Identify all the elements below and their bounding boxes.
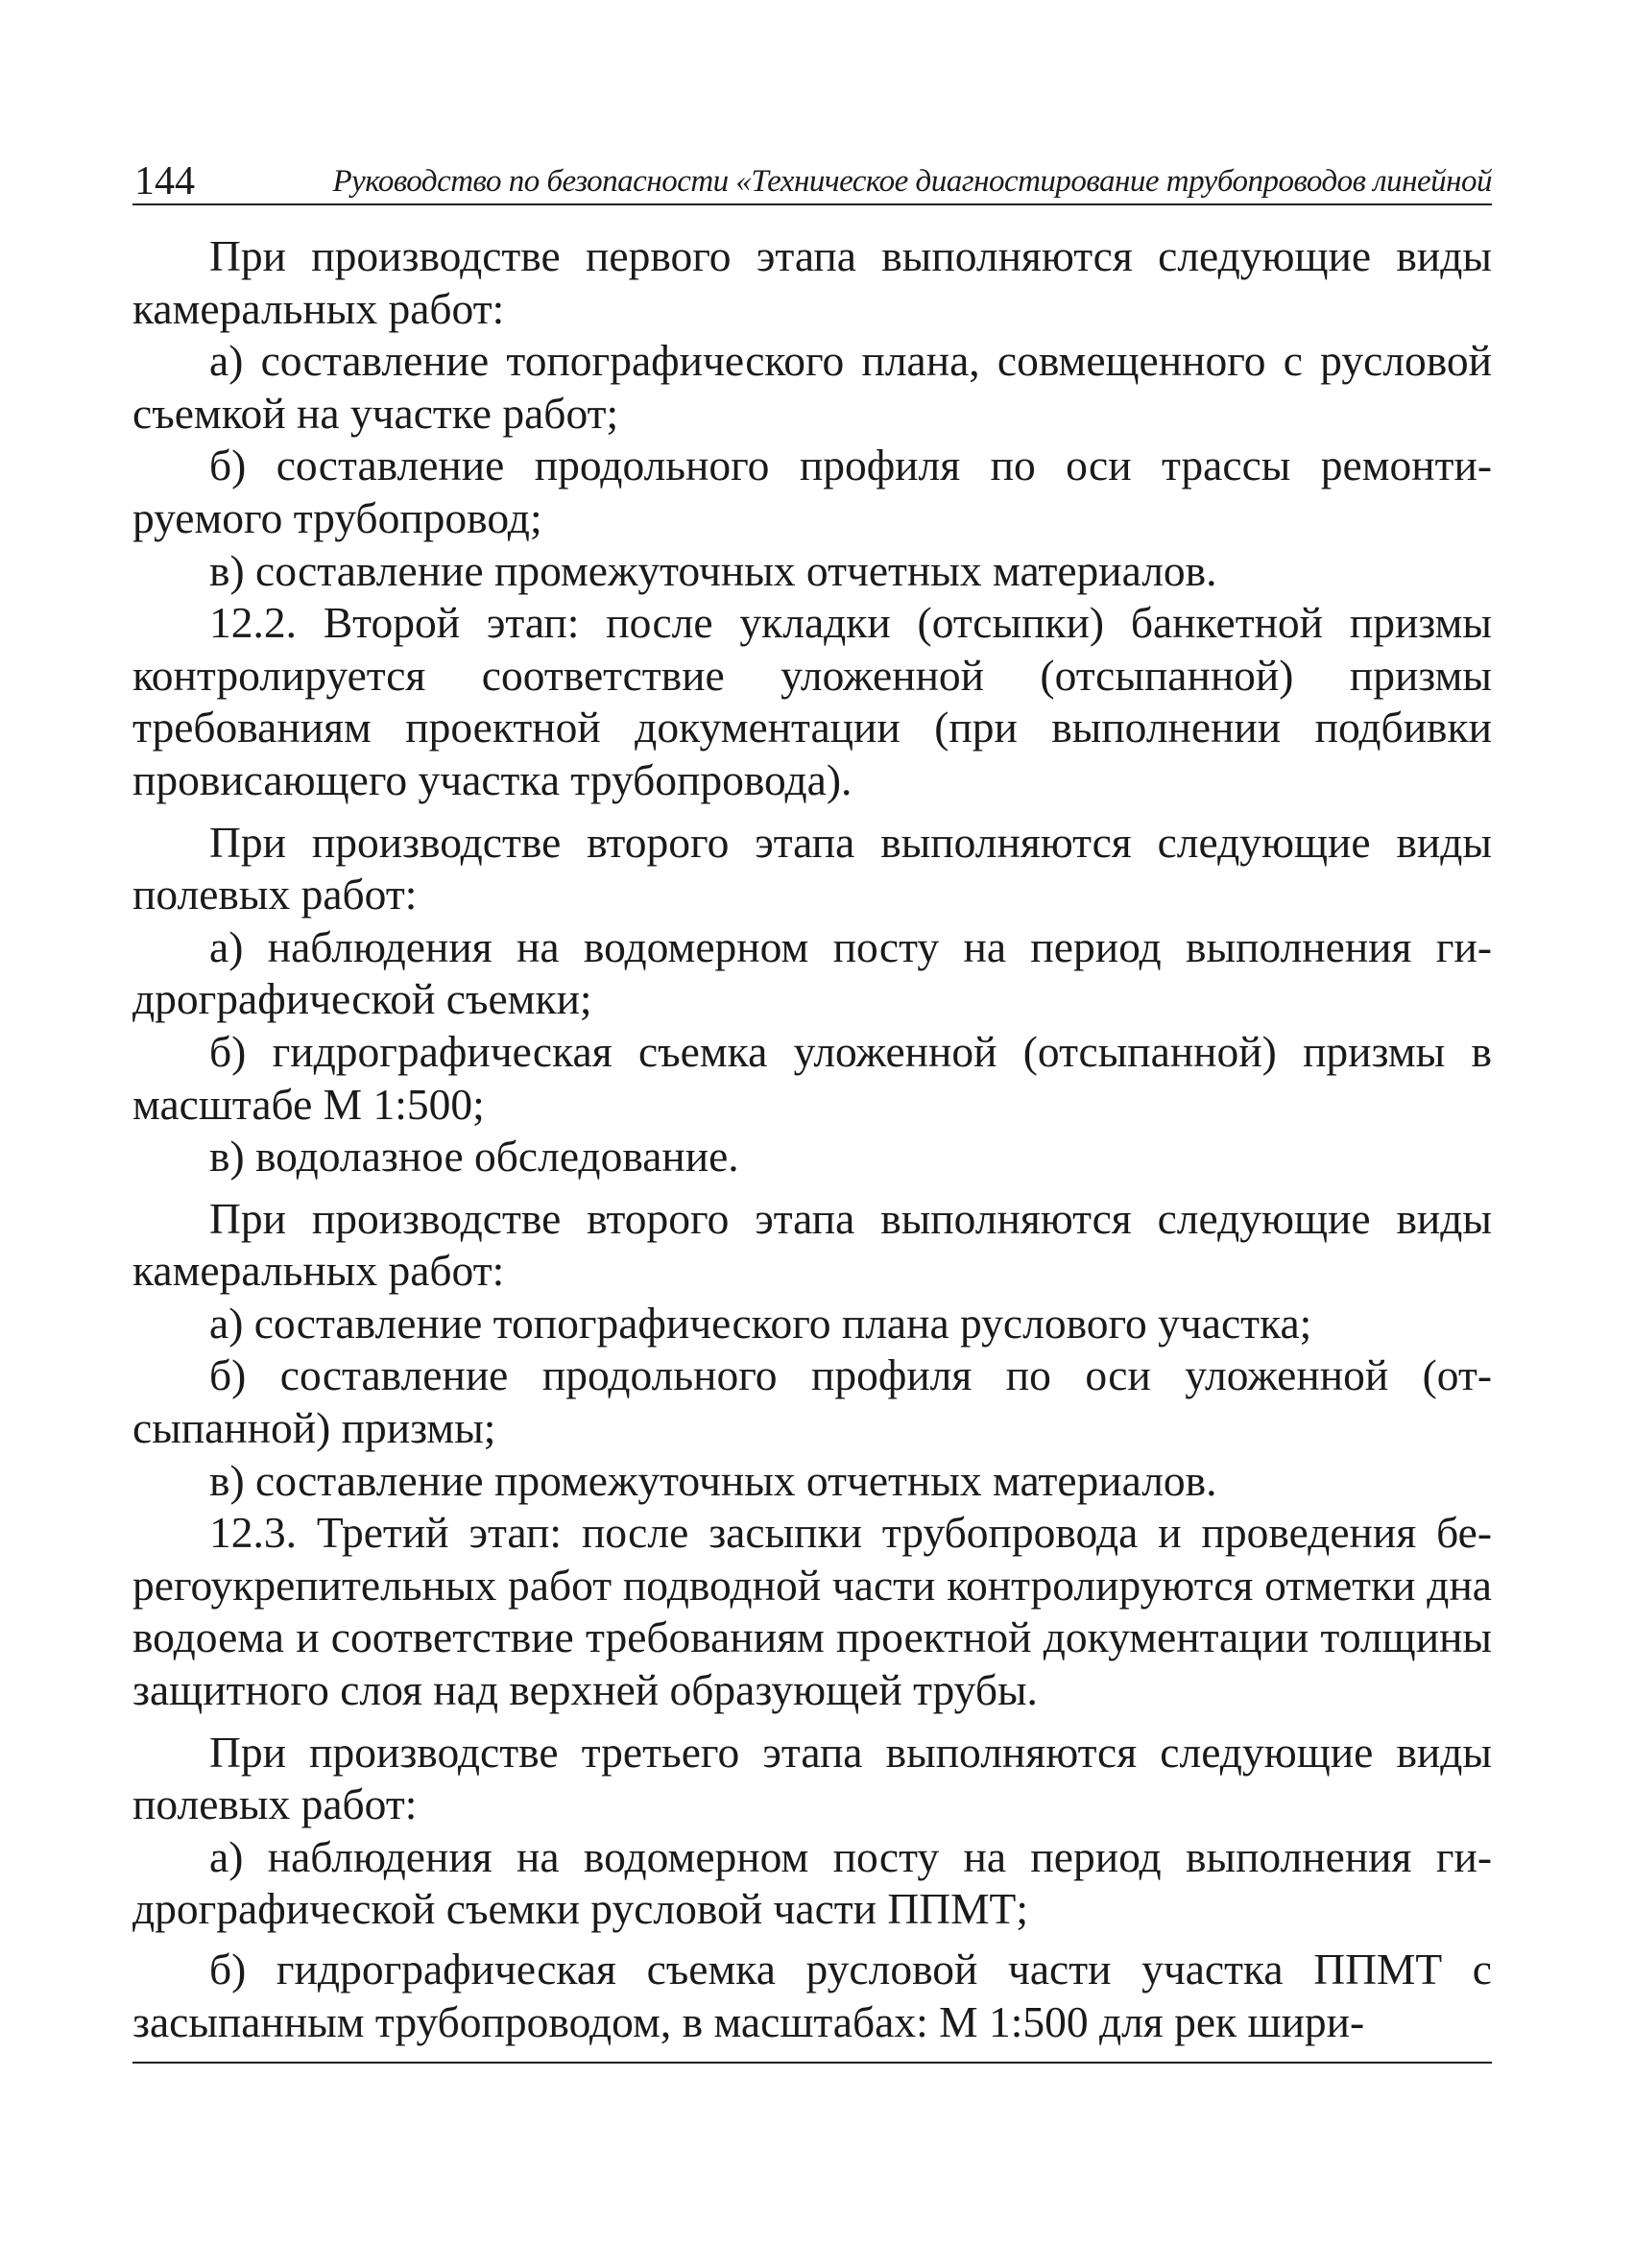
list-item-diving-inspection: в) водолазное обследование. <box>209 1132 739 1182</box>
list-item-channel-plan: а) составление топографического плана руслового участка; <box>209 1298 1312 1348</box>
paragraph-third-stage: 12.3. Третий этап: после засыпки трубопровода и проведения берегоукрепительных работ подводной части контролируются отметки дна водоема и соответствие требованиям проектной документации толщины защитного слоя над верхней образующей трубы. <box>132 1508 1492 1715</box>
running-title: Руководство по безопасности «Техническое диагностирование трубопроводов линейной <box>332 164 1492 199</box>
paragraph-second-stage-office-works: При производстве второго этапа выполняются следующие виды камеральных работ: <box>132 1193 1492 1296</box>
list-item-interim-materials: в) составление промежуточных отчетных материалов. <box>209 545 1217 595</box>
page-header <box>132 144 1492 205</box>
list-item-longitudinal-profile: б) составление продольного профиля по оси трассы ремонтируемого трубопровод; <box>132 441 1492 542</box>
list-item-topographic-plan: а) составление топографического плана, совмещенного с русловой съемкой на участке работ; <box>132 336 1492 438</box>
list-item-hydrographic-survey: б) гидрографическая съемка уложенной (отсыпанной) призмы в масштабе М 1:500; <box>132 1026 1492 1129</box>
paragraph-first-stage-office-works: При производстве первого этапа выполняются следующие виды камеральных работ: <box>132 231 1492 333</box>
page-body <box>132 230 1492 2048</box>
list-item-gauge-observations: а) наблюдения на водомерном посту на период выполнения гидрографической съемки; <box>132 921 1492 1024</box>
paragraph-second-stage: 12.2. Второй этап: после укладки (отсыпки) банкетной призмы контролируется соответствие уложенной (отсыпанной) призмы требованиям проектной документации (при выполнении подбивки провисающего участка трубопровода). <box>132 598 1492 804</box>
paragraph-third-stage-field-works: При производстве третьего этапа выполняются следующие виды полевых работ: <box>132 1727 1492 1829</box>
footer-rule <box>132 2062 1492 2064</box>
page-number: 144 <box>134 159 195 203</box>
paragraph-second-stage-field-works: При производстве второго этапа выполняются следующие виды полевых работ: <box>132 817 1492 919</box>
list-item-prism-profile: б) составление продольного профиля по оси уложенной (отсыпанной) призмы; <box>132 1350 1492 1453</box>
list-item-channel-survey: б) гидрографическая съемка русловой части участка ППМТ с засыпанным трубопроводом, в масштабах: М 1:500 для рек шири- <box>132 1945 1492 2046</box>
document-page <box>132 144 1492 2064</box>
list-item-interim-materials-2: в) составление промежуточных отчетных материалов. <box>209 1455 1217 1505</box>
list-item-gauge-observations-2: а) наблюдения на водомерном посту на период выполнения гидрографической съемки русловой части ППМТ; <box>132 1831 1492 1934</box>
